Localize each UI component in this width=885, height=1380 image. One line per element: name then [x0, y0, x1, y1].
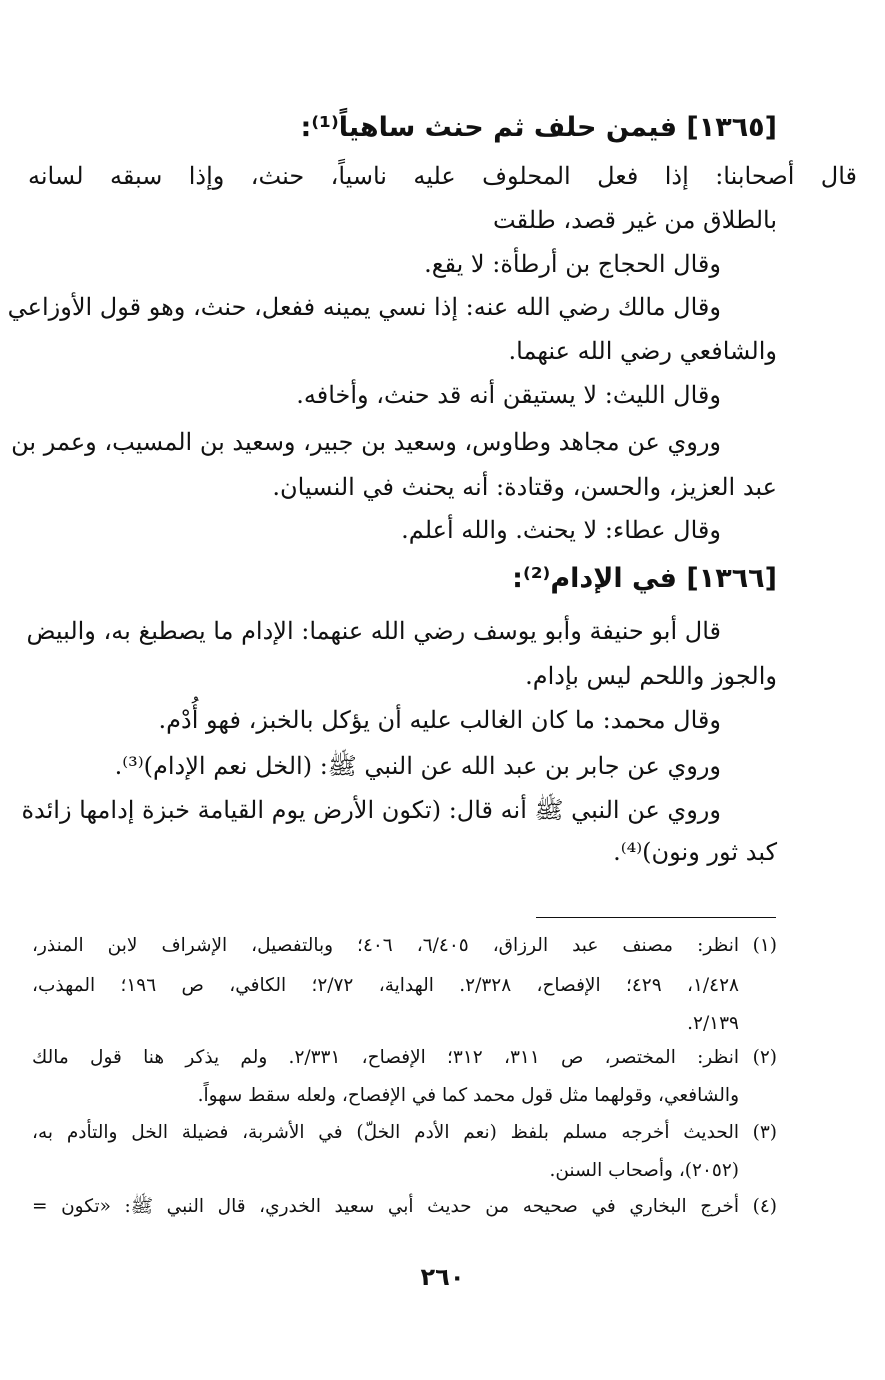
paragraph-line: كبد ثور ونون)⁽⁴⁾.: [613, 838, 777, 866]
page-number: ٢٦٠: [420, 1263, 465, 1291]
paragraph-line: وقال محمد: ما كان الغالب عليه أن يؤكل بالخبز، فهو أُدْم.: [158, 706, 721, 734]
paragraph-line: وروي عن مجاهد وطاوس، وسعيد بن جبير، وسعيد بن المسيب، وعمر بن: [11, 428, 721, 456]
paragraph-line: وقال عطاء: لا يحنث. والله أعلم.: [401, 516, 721, 544]
section-heading: [١٣٦٥] فيمن حلف ثم حنث ساهياً⁽¹⁾:: [300, 112, 777, 143]
paragraph-line: والشافعي رضي الله عنهما.: [508, 337, 777, 365]
paragraph-line: وقال الحجاج بن أرطأة: لا يقع.: [424, 250, 721, 278]
footnote-line: الحديث أخرجه مسلم بلفظ (نعم الأدم الخلّ) في الأشربة، فضيلة الخل والتأدم به،: [32, 1122, 739, 1143]
footnote-line: والشافعي، وقولهما مثل قول محمد كما في الإفصاح، ولعله سقط سهواً.: [197, 1085, 739, 1106]
paragraph-line: وقال الليث: لا يستيقن أنه قد حنث، وأخافه.: [296, 381, 721, 409]
paragraph-line: وروي عن النبي ﷺ أنه قال: (تكون الأرض يوم القيامة خبزة إدامها زائدة: [21, 796, 721, 824]
footnote-line: انظر: مصنف عبد الرزاق، ٦/٤٠٥، ٤٠٦؛ وبالتفصيل، الإشراف لابن المنذر،: [32, 935, 739, 956]
footnote-line: انظر: المختصر، ص ٣١١، ٣١٢؛ الإفصاح، ٢/٣٣١. ولم يذكر هنا قول مالك: [32, 1047, 739, 1068]
footnote-number: (١): [752, 935, 777, 956]
paragraph-line: قال أصحابنا: إذا فعل المحلوف عليه ناسياً، حنث، وإذا سبقه لسانه: [28, 162, 857, 190]
paragraph-line: وقال مالك رضي الله عنه: إذا نسي يمينه ففعل، حنث، وهو قول الأوزاعي: [7, 293, 721, 321]
footnote-line: ٢/١٣٩.: [687, 1013, 739, 1034]
paragraph-line: والجوز واللحم ليس بإدام.: [525, 662, 777, 690]
footnote-number: (٤): [752, 1196, 777, 1217]
footnote-line: ١/٤٢٨، ٤٢٩؛ الإفصاح، ٢/٣٢٨. الهداية، ٢/٧٢؛ الكافي، ص ١٩٦؛ المهذب،: [32, 975, 739, 996]
footnote-number: (٢): [752, 1047, 777, 1068]
section-heading: [١٣٦٦] في الإدام⁽²⁾:: [512, 563, 777, 594]
footnote-number: (٣): [752, 1122, 777, 1143]
footnote-separator: [536, 917, 776, 918]
paragraph-line: عبد العزيز، والحسن، وقتادة: أنه يحنث في النسيان.: [272, 473, 777, 501]
paragraph-line: قال أبو حنيفة وأبو يوسف رضي الله عنهما: الإدام ما يصطبغ به، والبيض: [26, 617, 721, 645]
paragraph-line: وروي عن جابر بن عبد الله عن النبي ﷺ: (الخل نعم الإدام)⁽³⁾.: [114, 752, 721, 780]
footnote-line: أخرج البخاري في صحيحه من حديث أبي سعيد الخدري، قال النبي ﷺ: «تكون =: [32, 1196, 739, 1217]
footnote-line: (٢٠٥٢)، وأصحاب السنن.: [549, 1160, 739, 1181]
paragraph-line: بالطلاق من غير قصد، طلقت: [493, 206, 777, 234]
